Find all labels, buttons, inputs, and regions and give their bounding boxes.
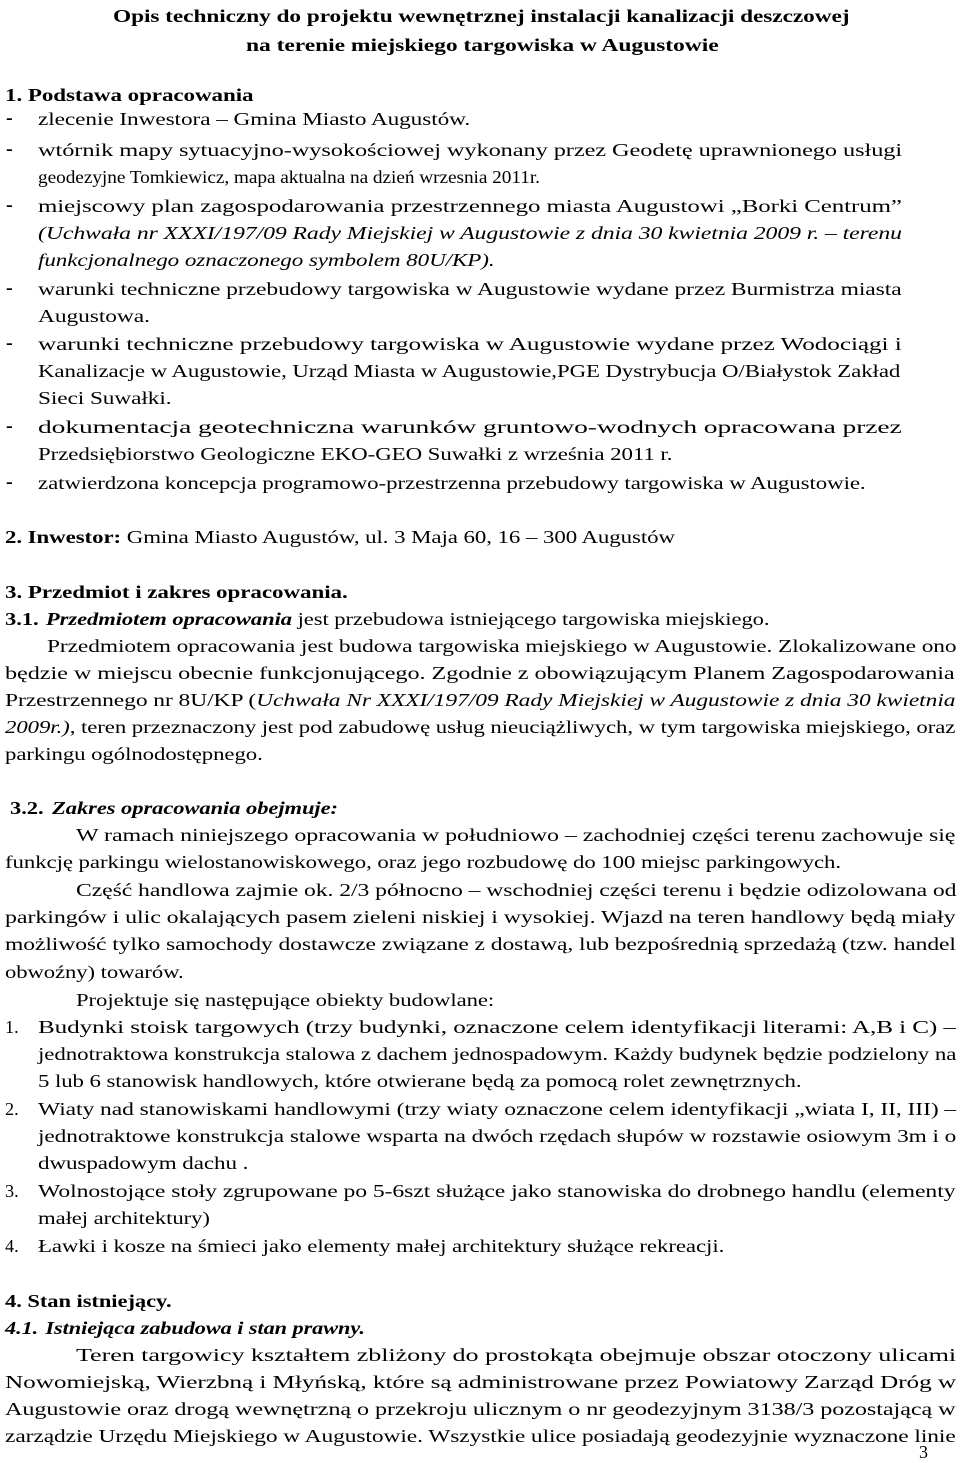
list-item-text: Budynki stoisk targowych (trzy budynki, oznaczone celem identyfikacji literami: A,B i C) – (38, 1017, 956, 1037)
list-marker: - (6, 138, 13, 160)
subsection-number: 4.1. (5, 1318, 39, 1338)
list-item-text: zlecenie Inwestora – Gmina Miasto Augustów. (38, 109, 471, 129)
list-marker: - (6, 194, 13, 216)
paragraph-line: funkcję parkingu wielostanowiskowego, oraz jego rozbudowę do 100 miejsc parkingowych. (5, 852, 842, 872)
list-item-text: geodezyjne Tomkiewicz, mapa aktualna na dzień wrzesnia 2011r. (38, 167, 540, 187)
paragraph-line: Nowomiejską, Wierzbną i Młyńską, które są administrowane przez Powiatowy Zarząd Dróg w (5, 1372, 957, 1392)
list-number: 1. (5, 1017, 19, 1037)
list-item-text: jednotraktowa konstrukcja stalowa z dachem jednospadowym. Każdy budynek będzie podzielony na (38, 1044, 957, 1064)
subsection-label: Istniejąca zabudowa i stan prawny. (45, 1318, 365, 1338)
subsection-line (5, 1315, 365, 1341)
list-number: 2. (5, 1099, 19, 1119)
paragraph-text: Przestrzennego nr 8U/KP ( (5, 690, 257, 710)
list-item-text: miejscowy plan zagospodarowania przestrzennego miasta Augustowi „Borki Centrum” (38, 196, 902, 216)
investor-text: Gmina Miasto Augustów, ul. 3 Maja 60, 16 – 300 Augustów (121, 527, 675, 547)
section-heading: 4. Stan istniejący. (5, 1291, 172, 1311)
paragraph-line: obwoźny) towarów. (5, 962, 184, 982)
paragraph-line: zarządzie Urzędu Miejskiego w Augustowie. Wszystkie ulice posiadają geodezyjnie wyznaczone linie (5, 1426, 956, 1446)
section-heading: 3. Przedmiot i zakres opracowania. (5, 582, 348, 602)
list-item-text: małej architektury) (38, 1208, 210, 1228)
list-marker: - (6, 471, 13, 493)
list-number: 4. (5, 1236, 19, 1256)
list-item-text: Ławki i kosze na śmieci jako elementy małej architektury służące rekreacji. (38, 1236, 725, 1256)
list-item-text: Przedsiębiorstwo Geologiczne EKO-GEO Suwałki z września 2011 r. (38, 444, 673, 464)
list-item-text: (Uchwała nr XXXI/197/09 Rady Miejskiej w Augustowie z dnia 30 kwietnia 2009 r. – terenu (38, 223, 902, 243)
list-item-text: 5 lub 6 stanowisk handlowych, które otwierane będą za pomocą rolet zewnętrznych. (38, 1071, 802, 1091)
list-item-text: wtórnik mapy sytuacyjno-wysokościowej wykonany przez Geodetę uprawnionego usługi (38, 140, 903, 160)
list-item-text: Wolnostojące stoły zgrupowane po 5-6szt służące jako stanowiska do drobnego handlu (elementy (38, 1181, 956, 1201)
subsection-text: jest przebudowa istniejącego targowiska miejskiego. (292, 609, 770, 629)
list-marker: - (6, 277, 13, 299)
list-item-text: dwuspadowym dachu . (38, 1153, 249, 1173)
list-marker: - (6, 415, 13, 437)
list-item-text: warunki techniczne przebudowy targowiska w Augustowie wydane przez Burmistrza miasta (38, 279, 902, 299)
list-item-text: warunki techniczne przebudowy targowiska w Augustowie wydane przez Wodociągi i (38, 334, 902, 354)
investor-line (5, 524, 675, 550)
section-heading: 2. Inwestor: (5, 527, 122, 547)
page-number: 3 (919, 1442, 928, 1462)
paragraph-citation: Uchwała Nr XXXI/197/09 Rady Miejskiej w Augustowie z dnia 30 kwietnia (256, 690, 956, 710)
paragraph-line: Teren targowicy kształtem zbliżony do prostokąta obejmuje obszar otoczony ulicami (76, 1345, 957, 1365)
paragraph-line: parkingu ogólnodostępnego. (5, 744, 263, 764)
paragraph-line: parkingów i ulic okalających pasem zieleni niskiej i wysokiej. Wjazd na teren handlowy będą miały (5, 907, 956, 927)
paragraph-line: Augustowie oraz drogą wewnętrzną o przekroju ulicznym o nr geodezyjnym 3138/3 pozostającą w (5, 1399, 956, 1419)
paragraph-line: Projektuje się następujące obiekty budowlane: (76, 990, 495, 1010)
list-number: 3. (5, 1181, 19, 1201)
paragraph-line (5, 687, 955, 713)
list-item-text: zatwierdzona koncepcja programowo-przestrzenna przebudowy targowiska w Augustowie. (38, 473, 866, 493)
paragraph-text: , teren przeznaczony jest pod zabudowę usług nieuciążliwych, w tym targowiska miejskiego, oraz (69, 717, 956, 737)
document-title: Opis techniczny do projektu wewnętrznej instalacji kanalizacji deszczowej (113, 6, 850, 26)
subsection-label: Przedmiotem opracowania (45, 609, 293, 629)
list-item-text: dokumentacja geotechniczna warunków gruntowo-wodnych opracowana przez (38, 417, 902, 437)
list-item-text: funkcjonalnego oznaczonego symbolem 80U/KP). (38, 250, 495, 270)
list-item-text: Augustowa. (38, 306, 150, 326)
subsection-line (10, 795, 338, 821)
list-item-text: jednotraktowe konstrukcja stalowe wsparta na dwóch rzędach słupów w rozstawie osiowym 3m i o (38, 1126, 957, 1146)
subsection-label: Zakres opracowania obejmuje: (52, 798, 339, 818)
list-item-text: Wiaty nad stanowiskami handlowymi (trzy wiaty oznaczone celem identyfikacji „wiata I, II, III) – (38, 1099, 957, 1119)
paragraph-line: możliwość tylko samochody dostawcze związane z dostawą, lub bezpośrednią sprzedażą (tzw. handel (5, 934, 956, 954)
paragraph-line: Część handlowa zajmie ok. 2/3 północno – wschodniej części terenu i będzie odizolowana od (76, 880, 957, 900)
paragraph-line: Przedmiotem opracowania jest budowa targowiska miejskiego w Augustowie. Zlokalizowane ono (47, 636, 957, 656)
section-heading: 1. Podstawa opracowania (5, 85, 254, 105)
list-item-text: Kanalizacje w Augustowie, Urząd Miasta w Augustowie,PGE Dystrybucja O/Białystok Zakład (38, 361, 901, 381)
paragraph-line: będzie w miejscu obecnie funkcjonującego. Zgodnie z obowiązującym Planem Zagospodarowania (5, 663, 955, 683)
list-marker: - (6, 107, 13, 129)
document-subtitle: na terenie miejskiego targowiska w Augustowie (246, 35, 719, 55)
subsection-number: 3.2. (10, 798, 44, 818)
paragraph-line (5, 714, 955, 740)
list-item-text: Sieci Suwałki. (38, 388, 172, 408)
list-marker: - (6, 332, 13, 354)
subsection-number: 3.1. (5, 609, 39, 629)
paragraph-line: W ramach niniejszego opracowania w południowo – zachodniej części terenu zachowuje się (76, 825, 956, 845)
paragraph-citation: 2009r.) (5, 717, 70, 737)
subsection-line (5, 606, 769, 632)
